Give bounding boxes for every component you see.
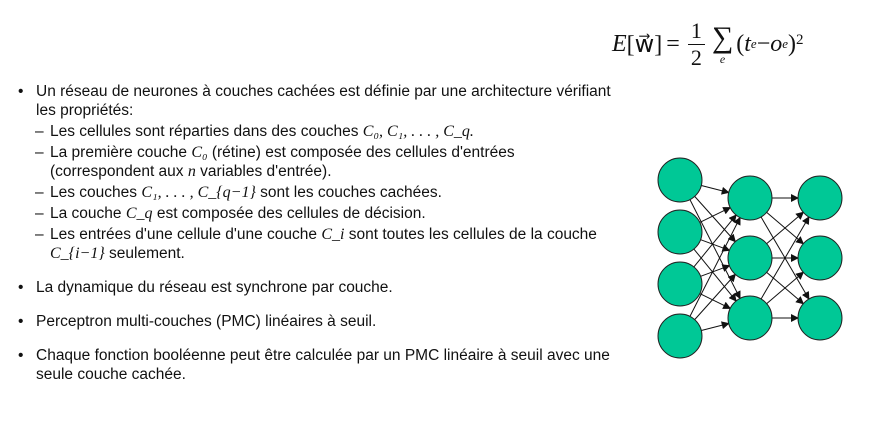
property-text: est composée des cellules de décision. <box>152 205 426 222</box>
property-item <box>10 204 620 223</box>
formula-t: t <box>744 30 751 57</box>
property-text: La première couche <box>50 144 192 161</box>
formula-exponent: 2 <box>796 31 804 48</box>
slide-content <box>10 82 620 384</box>
dash: – <box>35 226 44 243</box>
property-text: sont les couches cachées. <box>255 184 442 201</box>
property-text: Les entrées d'une cellule d'une couche <box>50 226 322 243</box>
neuron-node <box>728 176 772 220</box>
formula-o-sub: e <box>782 36 789 51</box>
dash: – <box>35 184 44 201</box>
property-list <box>10 122 620 263</box>
bullet-dot: • <box>18 313 24 330</box>
property-text: sont toutes les cellules de la couche <box>344 226 597 243</box>
formula-open-paren: ( <box>736 30 745 57</box>
bullet-text: La dynamique du réseau est synchrone par couche. <box>36 279 393 296</box>
math-ci: C_i <box>321 226 345 243</box>
neural-network-diagram <box>640 140 855 375</box>
bullet-perceptron <box>10 312 620 331</box>
bullet-boolean <box>10 346 620 384</box>
property-item <box>10 183 620 202</box>
formula-o: o <box>770 30 783 57</box>
bullet-dynamics <box>10 278 620 297</box>
neuron-node <box>658 158 702 202</box>
neuron-node <box>798 296 842 340</box>
formula-fraction <box>688 17 705 70</box>
neuron-node <box>728 236 772 280</box>
neuron-node <box>658 314 702 358</box>
math-n: n <box>187 163 196 180</box>
neuron-node <box>728 296 772 340</box>
dash: – <box>35 144 44 161</box>
bullet-dot: • <box>18 83 24 100</box>
math-layers: C₀, C₁, . . . , C_q. <box>362 123 474 140</box>
bullet-text: Un réseau de neurones à couches cachées est définie par une architecture vérifiant les propriétés: <box>36 83 611 119</box>
formula-weights: [w⃗] <box>626 31 663 58</box>
formula-t-sub: e <box>750 36 757 51</box>
dash: – <box>35 123 44 140</box>
sum-index: e <box>719 52 726 66</box>
fraction-denominator: 2 <box>690 44 702 70</box>
property-text: (rétine) est composée des cellules d'entrées (correspondent aux <box>50 144 515 180</box>
property-item <box>10 122 620 141</box>
connection-arrow <box>700 294 730 309</box>
error-formula <box>612 14 862 74</box>
formula-sum <box>712 23 733 65</box>
property-text: Les couches <box>50 184 142 201</box>
bullet-architecture <box>10 82 620 120</box>
connection-arrow <box>701 185 728 192</box>
bullet-dot: • <box>18 347 24 364</box>
property-text: variables d'entrée). <box>195 163 332 180</box>
bullet-dot: • <box>18 279 24 296</box>
property-text: seulement. <box>104 245 185 262</box>
math-ci-minus-1: C_{i−1} <box>50 245 105 262</box>
formula-equals: = <box>666 30 680 57</box>
property-text: Les cellules sont réparties dans des couches <box>50 123 363 140</box>
property-item <box>10 225 620 263</box>
neuron-node <box>658 262 702 306</box>
neuron-node <box>798 176 842 220</box>
neuron-node <box>658 210 702 254</box>
neuron-node <box>798 236 842 280</box>
math-cq: C_q <box>125 205 153 222</box>
dash: – <box>35 205 44 222</box>
formula-close-paren: ) <box>788 30 797 57</box>
fraction-numerator: 1 <box>688 20 705 45</box>
property-text: La couche <box>50 205 126 222</box>
bullet-text: Perceptron multi-couches (PMC) linéaires à seuil. <box>36 313 377 330</box>
connection-arrow <box>700 208 730 223</box>
math-c0: C₀ <box>191 144 208 161</box>
formula-minus: − <box>756 30 771 57</box>
bullet-text: Chaque fonction booléenne peut être calculée par un PMC linéaire à seuil avec une seule couche cachée. <box>36 347 610 383</box>
connection-arrow <box>701 323 728 330</box>
formula-E: E <box>612 30 627 57</box>
property-item <box>10 143 620 181</box>
sum-symbol: ∑ <box>711 21 734 54</box>
math-hidden-layers: C₁, . . . , C_{q−1} <box>141 184 256 201</box>
